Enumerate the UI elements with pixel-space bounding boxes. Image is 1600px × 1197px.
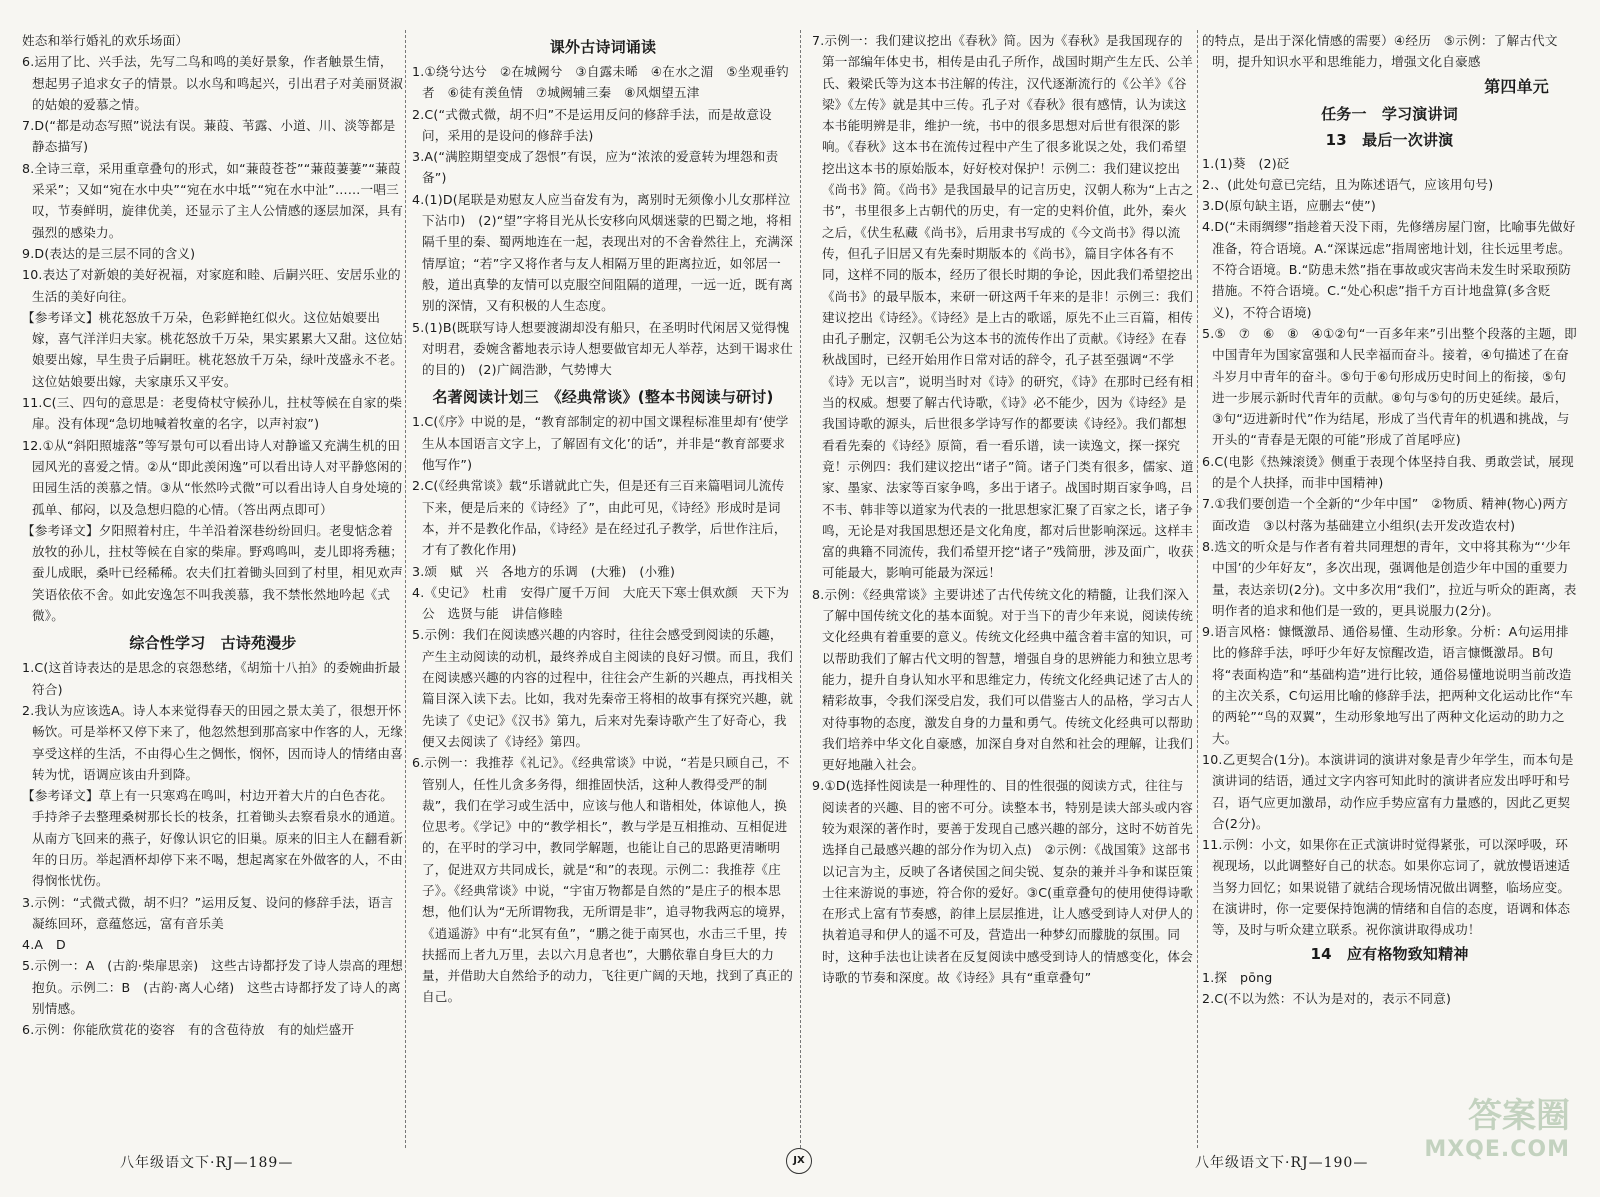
column-3: [812, 30, 1194, 1145]
watermark-logo: [1400, 1096, 1570, 1169]
section-heading: 名著阅读计划三 《经典常谈》(整本书阅读与研讨): [432, 388, 774, 407]
watermark-sub: MXQE.COM: [1424, 1137, 1570, 1162]
answer-item: 3.A(“满腔期望变成了怨恨”有误，应为“浓浓的爱意转为埋怨和责备”): [412, 149, 779, 186]
answer-item: 1.C(《序》中说的是，“教育部制定的初中国文课程标准里却有‘使学生从本国语言文字上，了解固有文化’的话”，并非是“教育部要求他写作”): [412, 414, 789, 473]
answer-item: 8.示例：《经典常谈》主要讲述了古代传统文化的精髓，让我们深入了解中国传统文化的基本面貌。对于当下的青少年来说，阅读传统文化经典有着重要的意义。传统文化经典中蕴含着丰富的知识，可以帮助我们了解古代文明的智慧，增强自身的思辨能力和独立思考能力，提升自身认知水平和思维定力，传统文化经典记述了古人的精彩故事，令我们深受启发，我们可以借鉴古人的品格，学习古人对待事物的态度，激发自身的力量和勇气。传统文化经典可以帮助我们培养中华文化自豪感，加深自身对自然和社会的理解，让我们更好地融入社会。: [812, 586, 1194, 773]
answer-item: 8.全诗三章，采用重章叠句的形式，如“蒹葭苍苍”“蒹葭萋萋”“蒹葭采采”；又如“宛在水中央”“宛在水中坻”“宛在水中沚”……一唱三叹，节奏鲜明，旋律优美，还显示了主人公情感的逐层加深，具有强烈的感染力。: [22, 160, 404, 240]
answer-item: 8.选文的听众是与作者有着共同理想的青年，文中将其称为“‘少年中国’的少年好友”，多次出现，强调他是创造少年中国的重要力量，表达亲切(2分)。文中多次用“我们”，拉近与听众的距离，表明作者的追求和他们是一致的，更具说服力(2分)。: [1202, 538, 1577, 618]
answer-item: 1.①绕兮达兮 ②在城阙兮 ③自露未晞 ④在水之湄 ⑤坐观垂钓者 ⑥徒有羡鱼情 ⑦城阙辅三秦 ⑧风烟望五津: [412, 64, 789, 101]
answer-item: 4.D(“未雨绸缪”指趁着天没下雨，先修缮房屋门窗，比喻事先做好准备，符合语境。A.“深谋远虑”指周密地计划，往长远里考虑。不符合语境。B.“防患未然”指在事故或灾害尚未发生时采取预防措施。不符合语境。C.“处心积虑”指千方百计地盘算(多含贬义)，不符合语境): [1202, 219, 1576, 320]
answer-item: 【参考译文】草上有一只寒鸡在鸣叫，村边开着大片的白色杏花。手持斧子去整理桑树那长长的枝条，扛着锄头去察看泉水的通道。从南方飞回来的燕子，好像认识它的旧巢。原来的旧主人在翻看新年的日历。举起酒杯却停下来不喝，想起离家在外做客的人，不由得悯怅忧伤。: [22, 788, 404, 889]
answer-item: 3.D(原句缺主语，应删去“使”): [1202, 198, 1376, 214]
answer-item: 4.《史记》 杜甫 安得广厦千万间 大庇天下寒士俱欢颜 天下为公 选贤与能 讲信修睦: [412, 584, 790, 622]
answer-item: 4.A D: [22, 937, 66, 953]
lesson-heading: 14 应有格物致知精神: [1310, 944, 1469, 963]
column-divider: [800, 30, 802, 1148]
answer-item: 11.示例：小文，如果你在正式演讲时觉得紧张，可以深呼吸，环视现场，以此调整好自己的状态。如果你忘词了，就放慢语速适当努力回忆；如果说错了就结合现场情况做出调整，临场应变。在演讲时，你一定要保持饱满的情绪和自信的态度，语调和体态等，及时与听众建立联系。祝你演讲取得成功！: [1202, 837, 1571, 938]
answer-item: 6.运用了比、兴手法，先写二鸟和鸣的美好景象，作者触景生情，想起男子追求女子的情景。以水鸟和鸣起兴，引出君子对美丽贤淑的姑娘的爱慕之情。: [22, 54, 404, 112]
answer-item: 6.示例一：我推荐《礼记》。《经典常谈》中说，“若是只顾自己，不管别人，任性儿贪多务得，细推固快活，这种人教得受严的制裁”，我们在学习或生活中，应该与他人和谐相处，体谅他人，换位思考。《学记》中的“教学相长”，教与学是互相推动、互相促进的，在平时的学习中，教同学解题，也能让自己的思路更清晰明了，促进双方共同成长，就是“和”的表现。示例二：我推荐《庄子》。《经典常谈》中说，“宇宙万物都是自然的”是庄子的根本思想，他们认为“无所谓物我，无所谓是非”，追寻物我两忘的境界，《逍遥游》中有“北冥有鱼”，“鹏之徙于南冥也，水击三千里，抟扶摇而上者九万里，去以六月息者也”，大鹏依靠自身巨大的力量，并借助大自然给予的动力，飞往更广阔的天地，找到了真正的自己。: [412, 755, 794, 1005]
answer-item: 5.(1)B(既联写诗人想要渡湖却没有船只，在圣明时代闲居又觉得愧对明君，委婉含蓄地表示诗人想要做官却无人举荐，达到干谒求仕的目的) (2)广阔浩渺，气势博大: [412, 319, 794, 378]
answer-item: 2.C(《经典常谈》载“乐谱就此亡失，但是还有三百来篇唱词儿流传下来，便是后来的《诗经》了”，由此可见，《诗经》形成时是词本，并不是教化作品，《诗经》是在经过孔子教学，后世作注后，才有了教化作用): [412, 478, 787, 558]
watermark-main: 答案圈: [1468, 1096, 1570, 1136]
answer-item: 4.(1)D(尾联是劝慰友人应当奋发有为，离别时无须像小儿女那样泣下沾巾) (2)“望”字将目光从长安移向风烟迷蒙的巴蜀之地，将相隔千里的秦、蜀两地连在一起，表现出对的不舍眷然往上，充满深情厚谊；“若”字又将作者与友人相隔万里的距离拉近，如邻居一般，道出真挚的友情可以克服空间阻隔的道理，一远一近，既有离别的深情，又有积极的人生态度。: [412, 191, 794, 314]
answer-item: 6.C(电影《热辣滚烫》侧重于表现个体坚持自我、勇敢尝试，展现的是个人抉择，而非中国精神): [1202, 453, 1574, 491]
answer-item: 3.示例：“式微式微，胡不归？”运用反复、设问的修辞手法，语言凝练回环，意蕴悠远，富有音乐美: [22, 894, 394, 931]
answer-item: 9.①D(选择性阅读是一种理性的、目的性很强的阅读方式，往往与阅读者的兴趣、目的密不可分。读整本书，特别是读大部头或内容较为艰深的著作时，要善于发现自己感兴趣的部分，这时不妨首先选择自己最感兴趣的部分作为切入点) ②示例：《战国策》这部书以记言为主，反映了各诸侯国之间尖锐、复杂的兼并斗争和谋臣策士往来游说的事迹，符合你的爱好。③C(重章叠句的使用使得诗歌在形式上富有节奏感，韵律上层层推进，让人感受到诗人对伊人的执着追寻和伊人的遥不可及，营造出一种梦幻而朦胧的氛围。同时，这种手法也让读者在反复阅读中感受到诗人的情感变化，体会诗歌的节奏和深度。故《诗经》具有“重章叠句”: [812, 778, 1194, 986]
lesson-heading: 13 最后一次讲演: [1325, 130, 1454, 149]
column-2: [412, 30, 794, 1145]
answer-item: 6.示例：你能欣赏花的姿容 有的含苞待放 有的灿烂盛开: [22, 1022, 355, 1038]
answer-item: 1.(1)葵 (2)砭: [1202, 155, 1290, 171]
column-divider: [1197, 30, 1199, 1148]
answer-item: 姓态和举行婚礼的欢乐场面）: [22, 33, 189, 48]
answer-item: 5.示例一：A (古韵·柴扉思亲) 这些古诗都抒发了诗人崇高的理想抱负。示例二：B (古韵·离人心绪) 这些古诗都抒发了诗人的离别情感。: [22, 958, 404, 1017]
answer-item: 7.D(“都是动态写照”说法有误。蒹葭、苇露、小道、川、淡等都是静态描写): [22, 118, 396, 155]
answer-item: 1.探 pōng: [1202, 969, 1273, 985]
answer-item: 9.D(表达的是三层不同的含义): [22, 245, 196, 261]
answer-item: 1.C(这首诗表达的是思念的哀怨愁绪，《胡笳十八拍》的委婉曲折最符合): [22, 660, 401, 697]
answer-item: 2.C(“式微式微，胡不归”不是运用反问的修辞手法，而是故意设问，采用的是设问的修辞手法): [412, 106, 772, 143]
answer-item: 的特点，是出于深化情感的需要）④经历 ⑤示例：了解古代文明，提升知识水平和思维能力，增强文化自豪感: [1202, 33, 1558, 70]
answer-item: 【参考译文】桃花怒放千万朵，色彩鲜艳红似火。这位姑娘要出嫁，喜气洋洋归夫家。桃花怒放千万朵，果实累累大又甜。这位姑娘要出嫁，早生贵子后嗣旺。桃花怒放千万朵，绿叶茂盛永不老。这位姑娘要出嫁，夫家康乐又平安。: [22, 309, 404, 389]
answer-item: 5.示例：我们在阅读感兴趣的内容时，往往会感受到阅读的乐趣，产生主动阅读的动机，最终养成自主阅读的良好习惯。而且，我们在阅读感兴趣的内容的过程中，往往会产生新的兴趣点，再找相关篇目深入读下去。比如，我对先秦帝王将相的故事有探究兴趣，就先读了《史记》《汉书》第九，后来对先秦诗歌产生了好奇心，我便又去阅读了《诗经》第四。: [412, 627, 794, 749]
answer-item: 7.示例一：我们建议挖出《春秋》简。因为《春秋》是我国现存的第一部编年体史书，相传是由孔子所作，战国时期产生左氏、公羊氏、穀梁氏等为这本书注解的传注，汉代逐渐流行的《公羊》《谷梁》《左传》就是其中三传。孔子对《春秋》很有感情，认为读这本书能明辨是非，维护一统，书中的很多思想对后世有很深的影响。《春秋》这本书在流传过程中产生了很多讹误之处，我们希望挖出这本书的原始版本，好好校对保护！示例二：我们建议挖出《尚书》简。《尚书》是我国最早的记言历史，汉朝人称为“上古之书”，书里很多上古朝代的历史，有一定的史料价值，此外，秦火之后，《伏生私藏《尚书》，后用隶书写成的《今文尚书》得以流传，但孔子旧居又有先秦时期版本的《尚书》，篇目字体各有不同，这样不同的版本，经历了很长时期的争论，因此我们希望挖出《尚书》的最早版本，来研一研这两千年来的是非！示例三：我们建议挖出《诗经》。《诗经》是上古的歌谣，原先不止三百篇，相传由孔子删定，汉朝毛公为这本书的流传作出了贡献。《诗经》在春秋战国时，已经开始用作日常对话的辞令，孔子甚至强调“不学《诗》无以言”，说明当时对《诗》的研究，《诗》在那时已经有相当的权威。想要了解古代诗歌，《诗》必不能少，因为《诗经》是我国诗歌的源头，后世很多学诗写作的都要读《诗经》。我们都想看看先秦的《诗经》原简，看一看乐谱，读一读逸文，探一探究竟！示例四：我们建议挖出“诸子”简。诸子门类有很多，儒家、道家、墨家、法家等百家争鸣，多出于诸子。战国时期百家争鸣，吕不韦、韩非等以道家为代表的一批思想家汇聚了百家之长，诸子争鸣，无论是对我国思想还是文化角度，都对后世影响深远。这样丰富的典籍不同流传，我们希望开挖“诸子”残简册，涉及面广，收获可能最大，影响可能最为深远！: [812, 33, 1194, 581]
answer-item: 10.乙更契合(1分)。本演讲词的演讲对象是青少年学生，而本句是演讲词的结语，通过文字内容可知此时的演讲者应发出呼吁和号召，语气应更加激昂，动作应手势应富有力量感的，因此乙更契合(2分)。: [1202, 751, 1574, 831]
section-heading: 综合性学习 古诗苑漫步: [129, 634, 297, 653]
column-1: [22, 30, 404, 1145]
answer-item: 12.①从“斜阳照墟落”等写景句可以看出诗人对静谧又充满生机的田园风光的喜爱之情。②从“即此羡闲逸”可以看出诗人对平静悠闲的田园生活的羡慕之情。③从“怅然吟式微”可以看出诗人自身处境的孤单、郁闷，以及急想归隐的心情。（答出两点即可）: [22, 437, 403, 517]
page-footer-left: 八年级语文下·RJ—189—: [120, 1155, 294, 1171]
answer-item: 3.颂 赋 兴 各地方的乐调 (大雅) (小雅): [412, 563, 676, 579]
column-4: [1202, 30, 1577, 1145]
answer-item: 2.、(此处句意已完结，且为陈述语气，应该用句号): [1202, 176, 1494, 192]
answer-item: 7.①我们要创造一个全新的“少年中国” ②物质、精神(物心)两方面改造 ③以村落为基础建立小组织(去开发改造农村): [1202, 496, 1569, 533]
unit-heading: 第四单元: [1484, 76, 1549, 96]
answer-item: 2.我认为应该选A。诗人本来觉得春天的田园之景太美了，很想开怀畅饮。可是举杯又停下来了，他忽然想到那高家中作客的人，无缘享受这样的生活，不由得心生之惆怅，悯怀，因而诗人的情绪由喜转为忧，语调应该由升到降。: [22, 702, 404, 782]
page-footer-right: 八年级语文下·RJ—190—: [1195, 1155, 1369, 1171]
answer-item: 11.C(三、四句的意思是：老叟倚杖守候孙儿，拄杖等候在自家的柴扉。没有体现“急切地喊着牧童的名字，以声衬寂”): [22, 395, 403, 432]
answer-item: 5.⑤ ⑦ ⑥ ⑧ ④①②句“一百多年来”引出整个段落的主题，即中国青年为国家富强和人民幸福而奋斗。接着，④句描述了在奋斗岁月中青年的奋斗。⑤句于⑥句形成历史时间上的衔接，⑤句进一步展示新时代青年的贡献。⑧句与⑤句的历史延续。最后，③句“迈进新时代”作为结尾，形成了当代青年的机遇和挑战，与开头的“青春是无限的可能”形成了首尾呼应): [1202, 325, 1577, 448]
answer-item: 【参考译文】夕阳照着村庄，牛羊沿着深巷纷纷回归。老叟惦念着放牧的孙儿，拄杖等候在自家的柴扉。野鸡鸣叫，麦儿即将秀穗；蚕儿成眠，桑叶已经稀稀。农夫们扛着锄头回到了村里，相见欢声笑语依依不舍。如此安逸怎不叫我羡慕，我不禁怅然地吟起《式微》。: [22, 522, 404, 624]
answer-item: 9.语言风格：慷慨激昂、通俗易懂、生动形象。分析：A句运用排比的修辞手法，呼吁少年好友惊醒改造，语言慷慨激昂。B句将“表面构造”和“基础构造”进行比较，通俗易懂地说明当前改造的主次关系，C句运用比喻的修辞手法，把两种文化运动比作“车的两轮”“鸟的双翼”，生动形象地写出了两种文化运动的助力之大。: [1202, 624, 1574, 746]
task-heading: 任务一 学习演讲词: [1321, 104, 1458, 123]
answer-item: 10.表达了对新娘的美好祝福，对家庭和睦、后嗣兴旺、安居乐业的生活的美好向往。: [22, 267, 401, 304]
answer-item: 2.C(不以为然：不认为是对的，表示不同意): [1202, 990, 1452, 1006]
column-divider: [405, 30, 407, 1148]
center-mark: JX: [786, 1148, 812, 1174]
section-heading: 课外古诗词诵读: [549, 38, 657, 56]
